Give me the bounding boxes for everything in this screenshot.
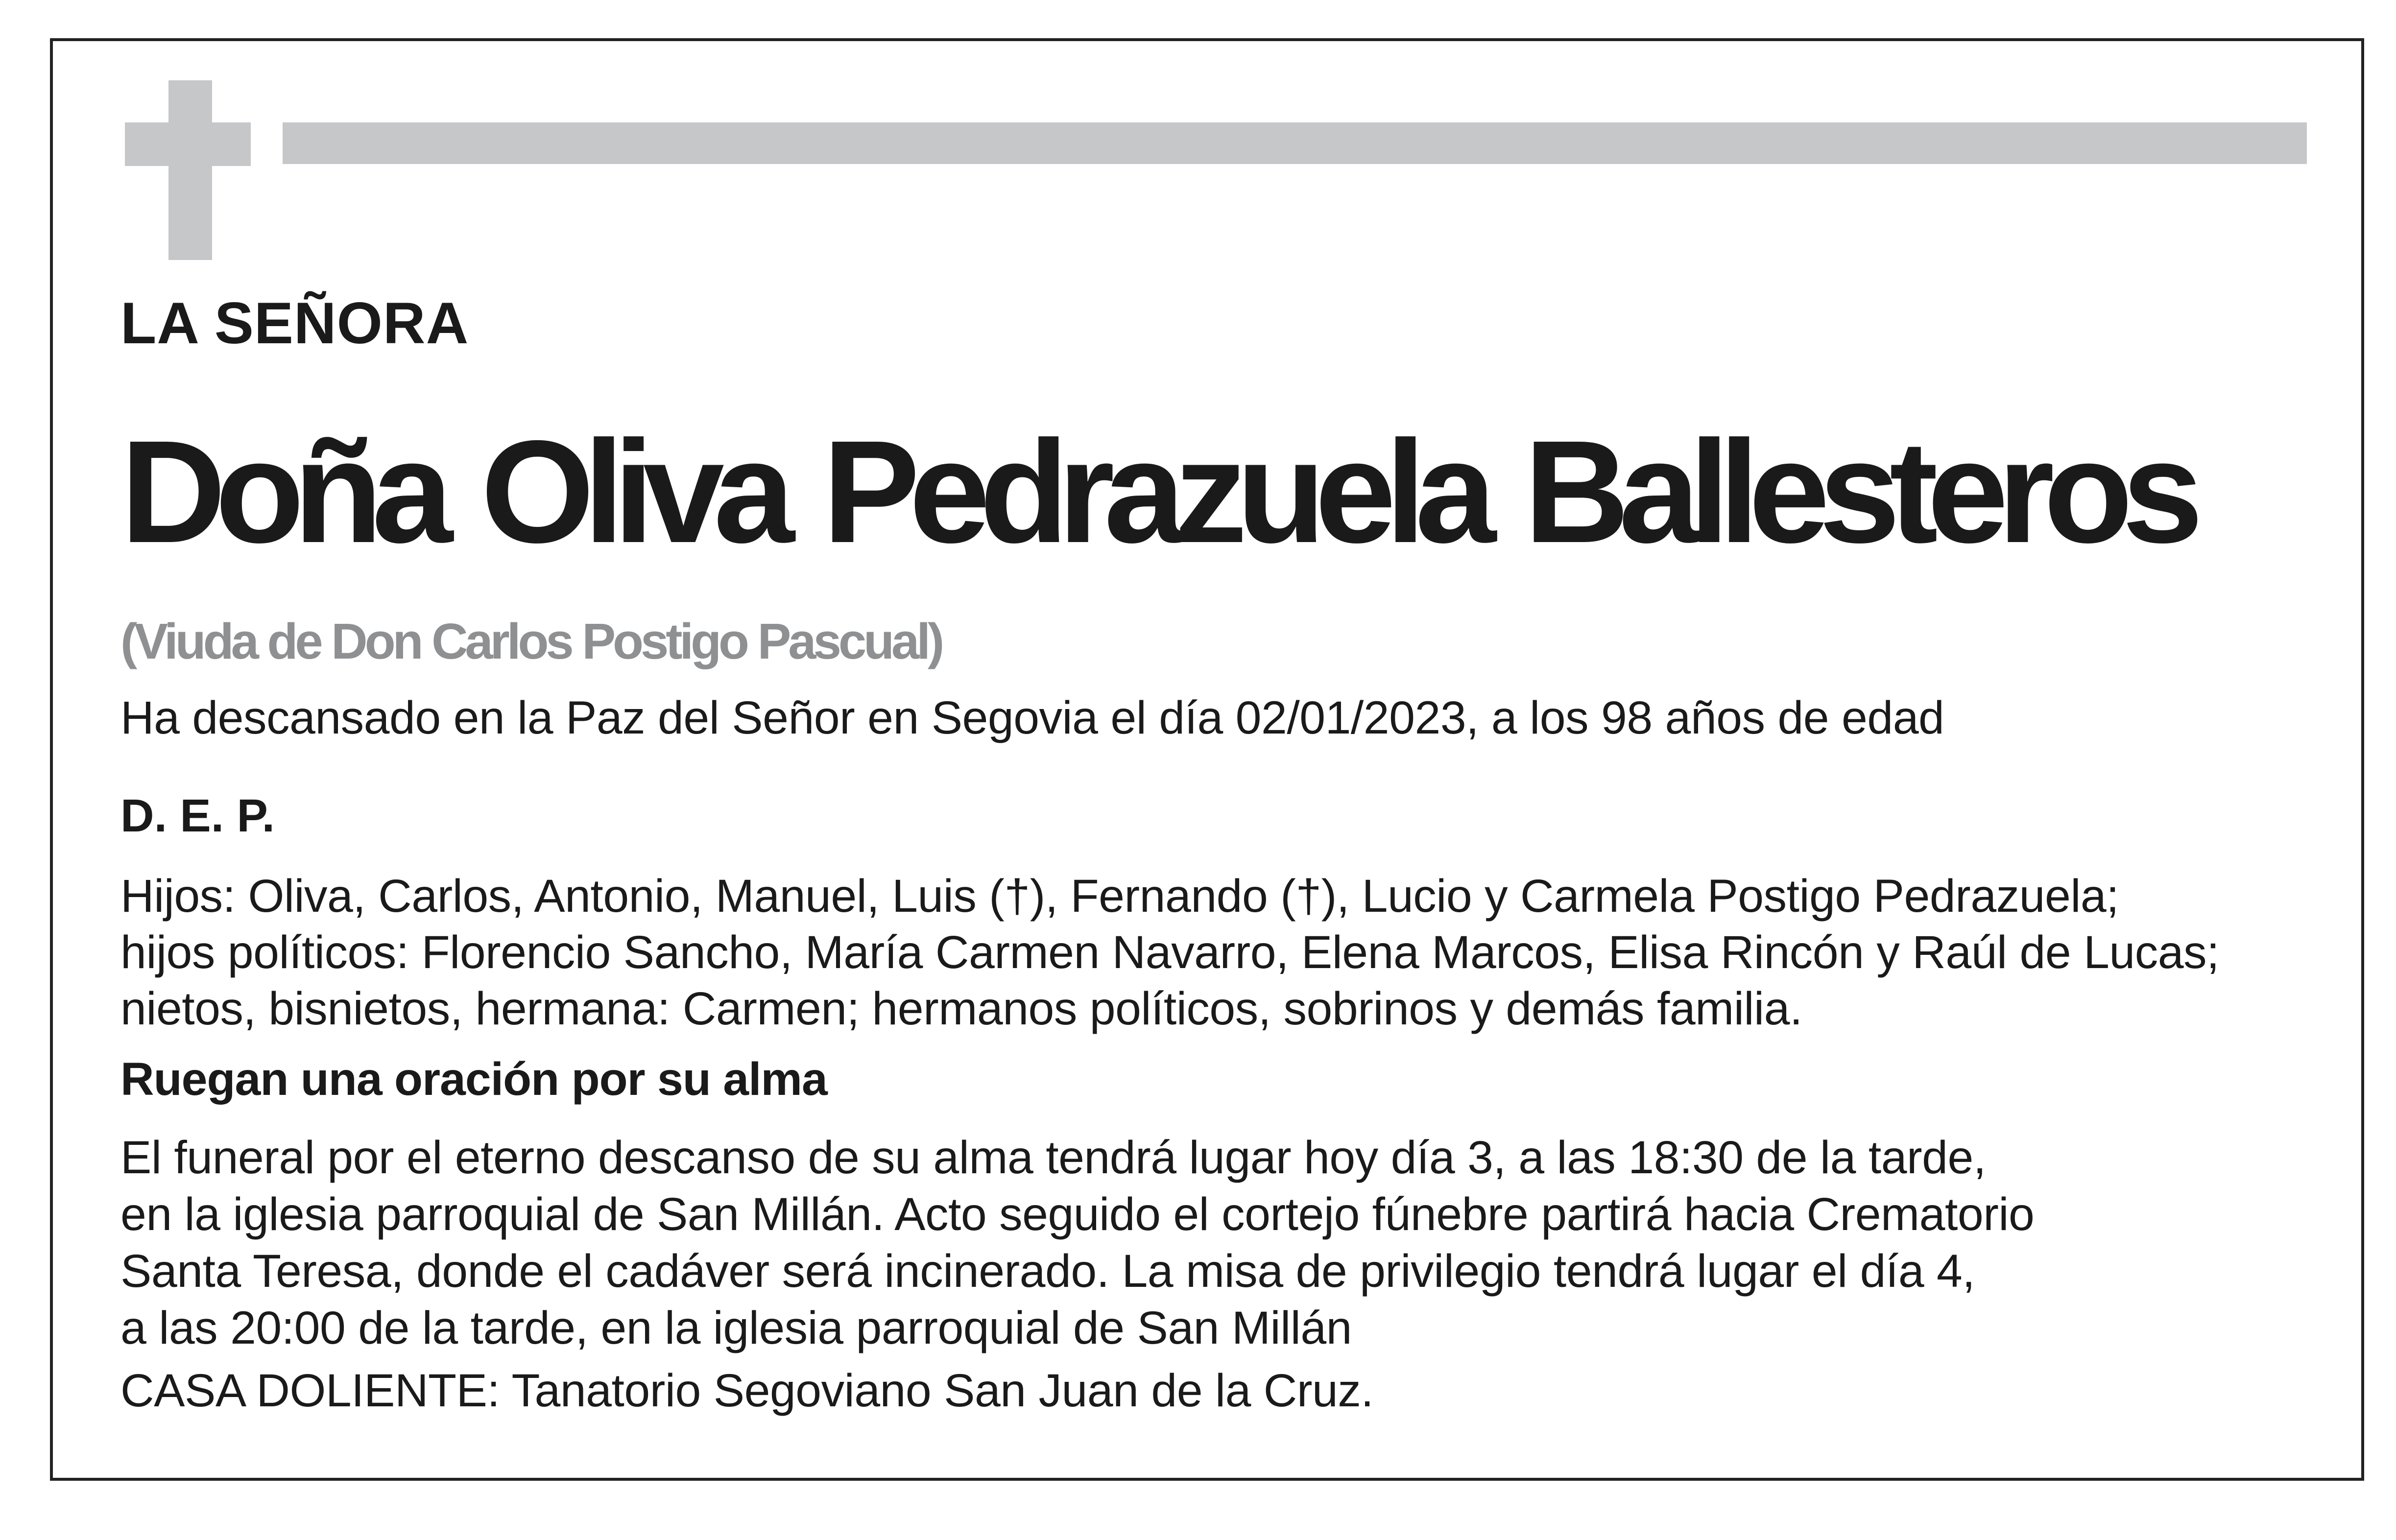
funeral-line: en la iglesia parroquial de San Millán. Acto seguido el cortejo fúnebre partirá hacia Crematorio xyxy=(120,1188,2035,1240)
title-kicker: LA SEÑORA xyxy=(120,290,469,356)
header-rule xyxy=(283,122,2307,164)
funeral-line: a las 20:00 de la tarde, en la iglesia parroquial de San Millán xyxy=(120,1302,1352,1354)
widow-subtitle: (Viuda de Don Carlos Postigo Pascual) xyxy=(120,613,942,669)
family-paragraph xyxy=(120,868,2219,1037)
deceased-name: Doña Oliva Pedrazuela Ballesteros xyxy=(120,410,2193,573)
family-line: hijos políticos: Florencio Sancho, María Carmen Navarro, Elena Marcos, Elisa Rincón y Raúl de Lucas; xyxy=(120,926,2219,978)
cross-vertical-bar xyxy=(168,80,212,260)
cross-horizontal-bar xyxy=(125,122,251,166)
family-line: nietos, bisnietos, hermana: Carmen; hermanos políticos, sobrinos y demás familia. xyxy=(120,983,1802,1035)
funeral-line: El funeral por el eterno descanso de su alma tendrá lugar hoy día 3, a las 18:30 de la tarde, xyxy=(120,1132,1986,1184)
casa-doliente: CASA DOLIENTE: Tanatorio Segoviano San Juan de la Cruz. xyxy=(120,1365,1374,1417)
prayer-request: Ruegan una oración por su alma xyxy=(120,1053,827,1105)
funeral-paragraph xyxy=(120,1129,2034,1356)
family-line: Hijos: Oliva, Carlos, Antonio, Manuel, Luis (†), Fernando (†), Lucio y Carmela Postigo Pedrazuela; xyxy=(120,870,2119,922)
dep-line: D. E. P. xyxy=(120,790,275,842)
death-announcement: Ha descansado en la Paz del Señor en Segovia el día 02/01/2023, a los 98 años de edad xyxy=(120,692,1944,744)
funeral-line: Santa Teresa, donde el cadáver será incinerado. La misa de privilegio tendrá lugar el día 4, xyxy=(120,1245,1975,1297)
